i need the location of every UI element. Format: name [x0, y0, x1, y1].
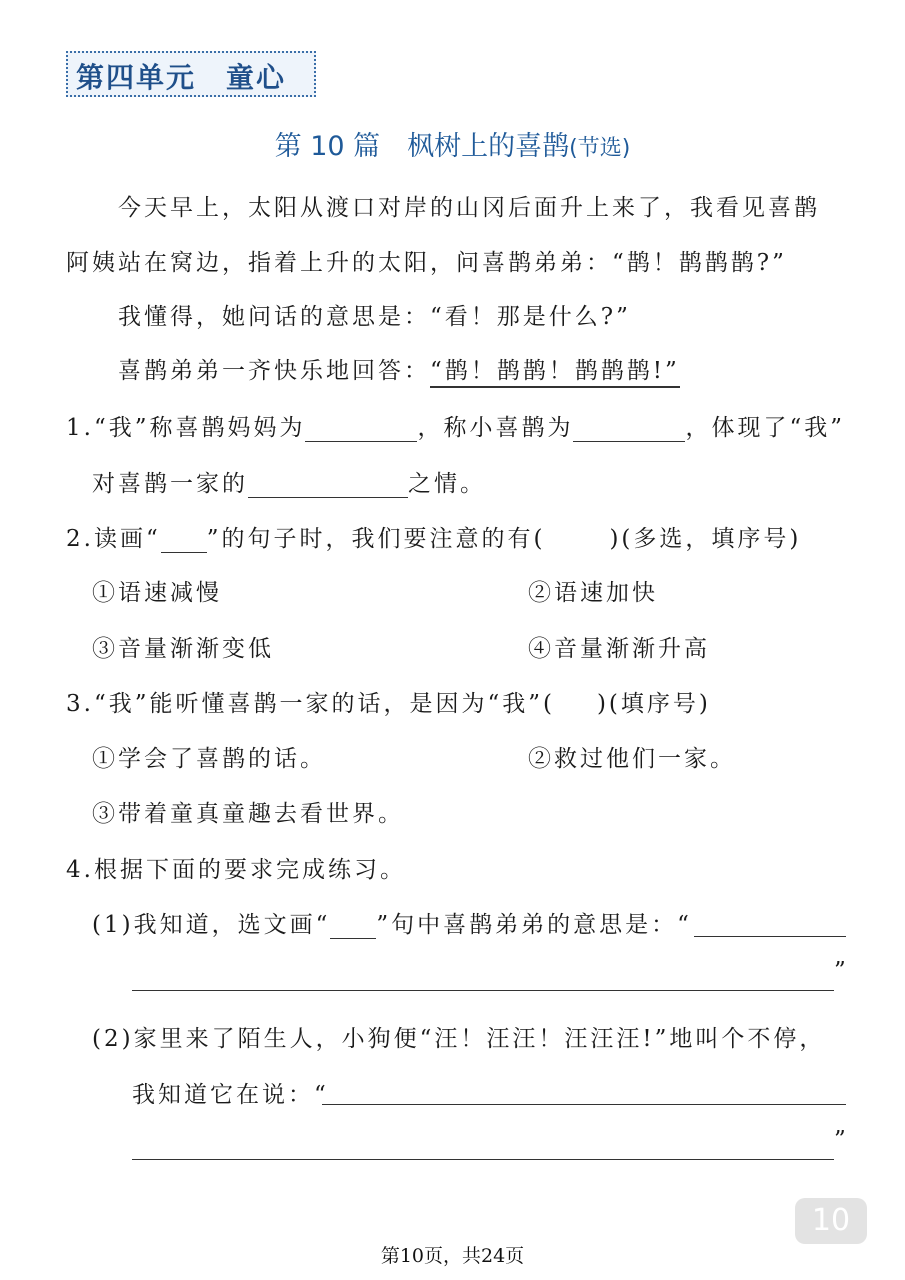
question-2: [66, 520, 801, 553]
q4-mark-blank: [330, 914, 376, 939]
q1-text-b: ，称小喜鹊为: [417, 415, 574, 441]
lesson-title: [0, 124, 905, 163]
question-4-stem: 4.根据下面的要求完成练习。: [66, 857, 406, 883]
q1-text-d: 对喜鹊一家的: [92, 471, 248, 497]
question-1-line-2: [92, 465, 486, 498]
question-3: [66, 685, 711, 718]
q3-text-b: )(填序号): [596, 691, 711, 717]
q2-option-3: ③音量渐渐变低: [92, 636, 274, 662]
passage-line-3: 我懂得，她问话的意思是：“看！那是什么?”: [118, 304, 631, 330]
q4-sub1-answer-line-2[interactable]: [132, 990, 834, 991]
q4-sub2-answer-line-1[interactable]: [322, 1104, 846, 1105]
q4-sub2-line-1: (2)家里来了陌生人，小狗便“汪！汪汪！汪汪汪!”地叫个不停，: [92, 1026, 826, 1052]
q4-sub2-answer-line-2[interactable]: [132, 1159, 834, 1160]
q2-option-1: ①语速减慢: [92, 580, 222, 606]
q4-sub1-answer-line-1[interactable]: [694, 936, 846, 937]
lesson-title-text: 第 10 篇 枫树上的喜鹊: [274, 131, 570, 162]
passage-line-2: 阿姨站在窝边，指着上升的太阳，问喜鹊弟弟：“鹊！鹊鹊鹊?”: [66, 250, 787, 276]
q4-sub2-close-quote: ”: [834, 1127, 849, 1153]
passage-line-4: [118, 352, 680, 385]
passage-line-1: 今天早上，太阳从渡口对岸的山冈后面升上来了，我看见喜鹊: [118, 195, 820, 221]
q1-blank-2[interactable]: [573, 417, 685, 442]
q2-option-4: ④音量渐渐升高: [528, 636, 710, 662]
q1-blank-3[interactable]: [248, 473, 408, 498]
q2-option-2: ②语速加快: [528, 580, 658, 606]
q1-text-a: 1.“我”称喜鹊妈妈为: [66, 415, 306, 441]
q1-text-e: 之情。: [408, 471, 486, 497]
q3-text-a: 3.“我”能听懂喜鹊一家的话，是因为“我”(: [66, 691, 555, 717]
q1-text-c: ，体现了“我”: [685, 415, 845, 441]
q4-sub2-line-2: 我知道它在说：“: [132, 1082, 329, 1108]
q4-sub1-close-quote: ”: [834, 958, 849, 984]
lesson-subtitle: (节选): [569, 136, 631, 161]
underlined-sentence: “鹊！鹊鹊！鹊鹊鹊!”: [430, 358, 680, 388]
page-number-badge: 10: [795, 1198, 867, 1244]
passage-line-4-prefix: 喜鹊弟弟一齐快乐地回答：: [118, 358, 430, 384]
q4-sub1-text-b: ”句中喜鹊弟弟的意思是：“: [376, 912, 692, 938]
unit-header: 第四单元 童心: [76, 61, 287, 94]
q3-option-3: ③带着童真童趣去看世界。: [92, 801, 404, 827]
page-footer: 第10页，共24页: [380, 1245, 525, 1267]
q4-sub1-text-a: (1)我知道，选文画“: [92, 912, 331, 938]
q2-text-a: 2.读画“: [66, 526, 161, 552]
question-1-line-1: [66, 409, 845, 442]
q1-blank-1[interactable]: [305, 417, 417, 442]
q2-mark-blank: [161, 528, 207, 553]
q2-text-b: ”的句子时，我们要注意的有(: [206, 526, 546, 552]
q2-text-c: )(多选，填序号): [609, 526, 802, 552]
q3-option-2: ②救过他们一家。: [528, 746, 736, 772]
q3-option-1: ①学会了喜鹊的话。: [92, 746, 326, 772]
q4-sub1: [92, 906, 692, 939]
